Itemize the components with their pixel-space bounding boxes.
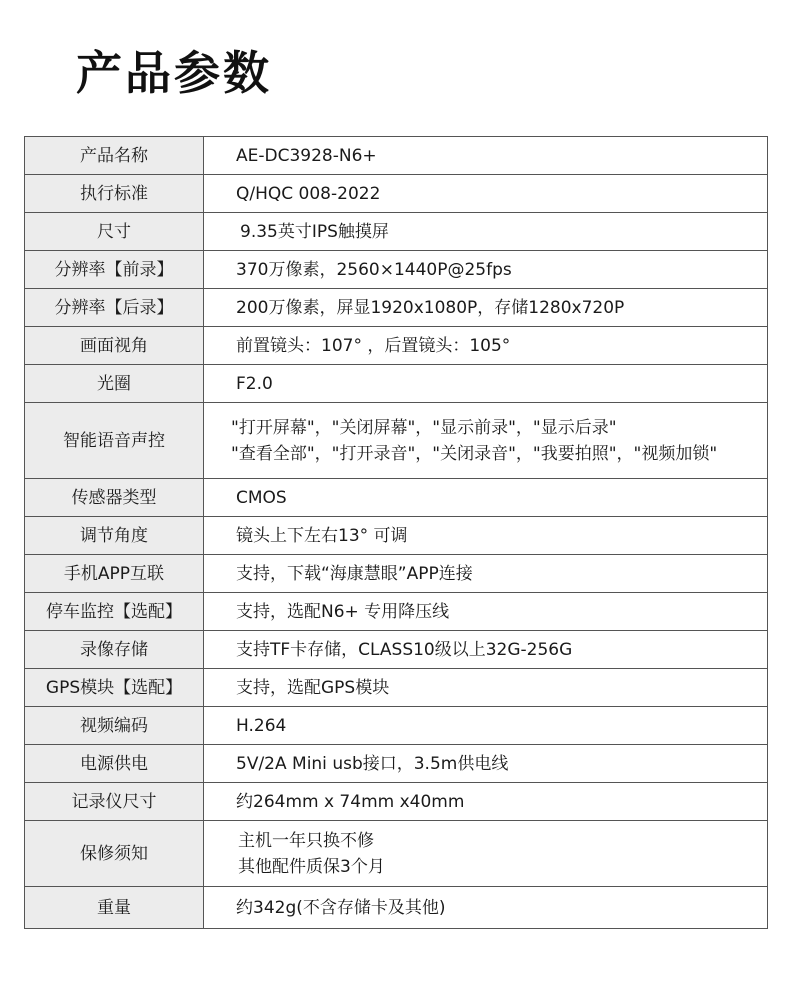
spec-value: 支持，选配GPS模块: [204, 669, 768, 707]
spec-value: 约342g(不含存储卡及其他): [204, 887, 768, 929]
spec-value: [204, 403, 768, 479]
table-row: [25, 517, 768, 555]
spec-label: 电源供电: [25, 745, 204, 783]
table-row: [25, 251, 768, 289]
table-row: [25, 669, 768, 707]
spec-value: F2.0: [204, 365, 768, 403]
spec-label: 分辨率【后录】: [25, 289, 204, 327]
spec-value-line: "查看全部"，"打开录音"，"关闭录音"，"我要拍照"，"视频加锁": [231, 443, 718, 464]
spec-label: 录像存储: [25, 631, 204, 669]
table-row: [25, 707, 768, 745]
table-row: [25, 365, 768, 403]
table-row: [25, 213, 768, 251]
table-row: [25, 821, 768, 887]
spec-value: 支持TF卡存储，CLASS10级以上32G-256G: [204, 631, 768, 669]
spec-label: 尺寸: [25, 213, 204, 251]
spec-label: 重量: [25, 887, 204, 929]
spec-value: H.264: [204, 707, 768, 745]
table-row: [25, 593, 768, 631]
spec-value: AE-DC3928-N6+: [204, 137, 768, 175]
spec-label: 分辨率【前录】: [25, 251, 204, 289]
spec-label: 执行标准: [25, 175, 204, 213]
table-row: [25, 327, 768, 365]
spec-value-line: "打开屏幕"，"关闭屏幕"，"显示前录"，"显示后录": [231, 417, 617, 438]
spec-value: 370万像素，2560×1440P@25fps: [204, 251, 768, 289]
spec-value: 镜头上下左右13° 可调: [204, 517, 768, 555]
spec-label: 传感器类型: [25, 479, 204, 517]
table-row: [25, 289, 768, 327]
spec-value: 支持，下载“海康慧眼”APP连接: [204, 555, 768, 593]
spec-label: 光圈: [25, 365, 204, 403]
spec-value: CMOS: [204, 479, 768, 517]
table-row: [25, 137, 768, 175]
table-row: [25, 745, 768, 783]
spec-label: 停车监控【选配】: [25, 593, 204, 631]
spec-label: 智能语音声控: [25, 403, 204, 479]
page-title: 产品参数: [76, 46, 272, 100]
table-row: [25, 175, 768, 213]
table-row: [25, 555, 768, 593]
spec-value-line: 其他配件质保3个月: [238, 856, 385, 877]
spec-value: Q/HQC 008-2022: [204, 175, 768, 213]
spec-label: 手机APP互联: [25, 555, 204, 593]
spec-value: 支持，选配N6+ 专用降压线: [204, 593, 768, 631]
spec-value: 5V/2A Mini usb接口，3.5m供电线: [204, 745, 768, 783]
table-row: [25, 403, 768, 479]
spec-label: GPS模块【选配】: [25, 669, 204, 707]
spec-label: 视频编码: [25, 707, 204, 745]
spec-value-line: 主机一年只换不修: [238, 830, 374, 851]
spec-label: 记录仪尺寸: [25, 783, 204, 821]
spec-label: 调节角度: [25, 517, 204, 555]
table-row: [25, 631, 768, 669]
spec-value: 前置镜头：107° ，后置镜头：105°: [204, 327, 768, 365]
spec-label: 保修须知: [25, 821, 204, 887]
spec-table: [24, 136, 768, 929]
table-row: [25, 887, 768, 929]
spec-value: 9.35英寸IPS触摸屏: [204, 213, 768, 251]
table-row: [25, 479, 768, 517]
spec-value: [204, 821, 768, 887]
spec-label: 产品名称: [25, 137, 204, 175]
spec-value: 约264mm x 74mm x40mm: [204, 783, 768, 821]
spec-value: 200万像素，屏显1920x1080P，存储1280x720P: [204, 289, 768, 327]
table-row: [25, 783, 768, 821]
spec-label: 画面视角: [25, 327, 204, 365]
